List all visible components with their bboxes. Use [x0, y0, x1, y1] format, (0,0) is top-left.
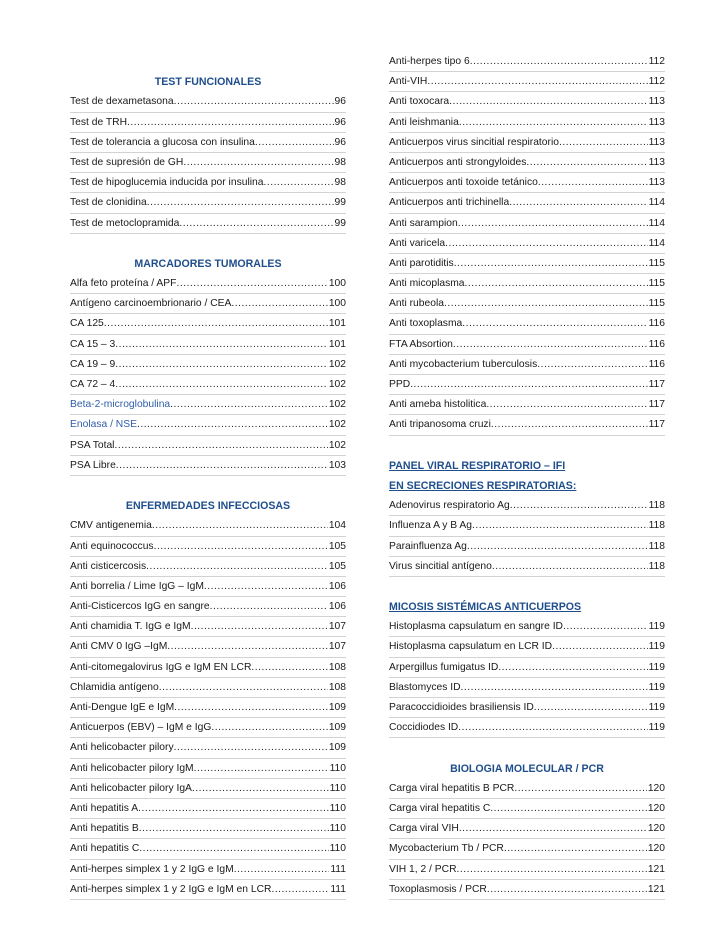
section-heading: EN SECRECIONES RESPIRATORIAS: [389, 479, 577, 492]
entry-title: Carga viral hepatitis B PCR [389, 782, 515, 794]
index-entry-ca-15-3[interactable] [70, 335, 346, 355]
index-entry-anti-dengue-ige-e-igm[interactable] [70, 698, 346, 718]
index-entry-ca-125[interactable] [70, 314, 346, 334]
entry-title: Mycobacterium Tb / PCR [389, 843, 504, 855]
entry-page-number: 109 [328, 702, 346, 713]
entry-page-number: 110 [329, 802, 346, 814]
entry-title: Coccidiodes ID [389, 722, 459, 734]
entry-title: CMV antigenemia [70, 520, 152, 532]
index-entry-ppd[interactable] [389, 375, 665, 395]
index-entry-anti-vih[interactable] [389, 72, 665, 92]
dot-leader [490, 799, 647, 818]
dot-leader [127, 113, 333, 132]
entry-page-number: 114 [648, 197, 665, 209]
entry-page-number: 112 [648, 56, 665, 67]
index-entry-toxoplasmosis-pcr[interactable] [389, 880, 665, 900]
entry-title: Anti hepatitis C [70, 843, 140, 855]
entry-title: PPD [389, 379, 411, 390]
index-entry-fta-absortion[interactable] [389, 335, 665, 355]
index-entry-test-de-supresion-de-gh[interactable] [70, 153, 346, 173]
dot-leader [472, 516, 648, 535]
entry-title: Anticuerpos virus sincitial respiratorio [389, 136, 559, 148]
entry-page-number: 99 [334, 197, 346, 209]
entry-page-number: 109 [328, 742, 346, 754]
index-entry-adenovirus-respiratorio-ag[interactable] [389, 496, 665, 516]
dot-leader [491, 415, 648, 434]
dot-leader [453, 335, 648, 354]
dot-leader [115, 335, 328, 354]
index-entry-anticuerpos-anti-toxoide-tetanico[interactable] [389, 173, 665, 193]
entry-title: Anti hepatitis A [70, 802, 139, 814]
index-entry-anti-helicobacter-pilory-iga[interactable] [70, 779, 346, 799]
dot-leader [454, 254, 648, 273]
index-entry-virus-sincitial-antigeno[interactable] [389, 557, 665, 577]
entry-page-number: 102 [328, 379, 346, 390]
entry-page-number: 106 [328, 601, 346, 613]
entry-title: CA 125 [70, 318, 104, 330]
entry-title: Paracoccidioides brasiliensis ID [389, 702, 534, 713]
index-entry-anti-herpes-simplex-1-y-2-igg-e-igm-en-lcr[interactable] [70, 880, 346, 900]
entry-page-number: 120 [647, 782, 665, 794]
index-entry-coccidiodes-id[interactable] [389, 718, 665, 738]
entry-title: Test de dexametasona [70, 96, 174, 108]
dot-leader [139, 839, 328, 858]
index-entry-anticuerpos-virus-sincitial-respiratorio[interactable] [389, 133, 665, 153]
index-entry-anticuerpos-ebv-igm-e-igg[interactable] [70, 718, 346, 738]
index-entry-test-de-metoclopramida[interactable] [70, 214, 346, 234]
entry-title: Parainfluenza Ag [389, 540, 467, 552]
entry-title: Anti helicobacter pilory IgM [70, 762, 194, 774]
entry-page-number: 118 [648, 500, 665, 512]
index-entry-test-de-hipoglucemia-inducida-por-insulina[interactable] [70, 173, 346, 193]
index-entry-anti-herpes-tipo-6[interactable] [389, 52, 665, 72]
dot-leader [174, 92, 334, 111]
entry-page-number: 114 [648, 237, 665, 249]
index-entry-anti-chamidia-t-igg-e-igm[interactable] [70, 617, 346, 637]
index-entry-anti-parotiditis[interactable] [389, 254, 665, 274]
entry-title: FTA Absortion [389, 338, 453, 350]
index-entry-chlamidia-antigeno[interactable] [70, 678, 346, 698]
entry-page-number: 120 [647, 802, 665, 814]
index-entry-arpergillus-fumigatus-id[interactable] [389, 658, 665, 678]
index-entry-anti-toxocara[interactable] [389, 92, 665, 112]
entry-page-number: 108 [328, 661, 346, 673]
entry-page-number: 98 [334, 156, 346, 168]
entry-page-number: 119 [648, 722, 665, 734]
entry-page-number: 110 [329, 843, 346, 855]
dot-leader [154, 537, 328, 556]
entry-title: Anticuerpos anti strongyloides [389, 156, 527, 168]
index-entry-carga-viral-hepatitis-b-pcr[interactable] [389, 779, 665, 799]
dot-leader [137, 415, 328, 434]
entry-title: Anti toxoplasma [389, 318, 463, 330]
entry-title: Anti equinococcus [70, 540, 154, 552]
dot-leader [147, 193, 334, 212]
index-entry-anti-mycobacterium-tuberculosis[interactable] [389, 355, 665, 375]
index-entry-parainfluenza-ag[interactable] [389, 537, 665, 557]
dot-leader [534, 698, 648, 717]
entry-page-number: 114 [648, 217, 665, 229]
entry-title: PSA Libre [70, 459, 116, 471]
entry-title: Test de clonidina [70, 197, 147, 209]
entry-title: CA 19 – 9 [70, 358, 116, 370]
entry-title: Anti parotiditis [389, 257, 454, 269]
entry-page-number: 99 [334, 217, 346, 229]
entry-page-number: 108 [328, 681, 346, 693]
index-entry-anti-equinococcus[interactable] [70, 537, 346, 557]
index-entry-alfa-feto-proteina-apf[interactable] [70, 274, 346, 294]
entry-title: Anti tripanosoma cruzi [389, 419, 491, 431]
entry-title: PSA Total [70, 439, 115, 451]
entry-page-number: 119 [648, 641, 665, 653]
entry-page-number: 113 [648, 96, 665, 108]
dot-leader [204, 577, 328, 596]
index-entry-mycobacterium-tb-pcr[interactable] [389, 839, 665, 859]
index-entry-anti-hepatitis-c[interactable] [70, 839, 346, 859]
entry-title: Anti leishmania [389, 116, 459, 128]
entry-title: CA 72 – 4 [70, 379, 116, 390]
entry-page-number: 115 [648, 278, 665, 290]
index-entry-beta-2-microglobulina[interactable] [70, 395, 346, 415]
entry-page-number: 110 [329, 762, 346, 774]
entry-page-number: 119 [648, 621, 665, 633]
entry-page-number: 102 [328, 419, 346, 431]
index-entry-test-de-trh[interactable] [70, 113, 346, 133]
entry-title: Anticuerpos (EBV) – IgM e IgG [70, 722, 212, 734]
right-index-column [389, 52, 665, 900]
dot-leader [410, 375, 647, 394]
entry-title: Adenovirus respiratorio Ag [389, 500, 510, 512]
entry-page-number: 119 [648, 681, 665, 693]
dot-leader [183, 153, 333, 172]
entry-page-number: 111 [330, 863, 346, 875]
dot-leader [210, 597, 328, 616]
entry-title: Anti-herpes tipo 6 [389, 56, 470, 67]
entry-title: Anti-Cisticercos IgG en sangre [70, 601, 210, 613]
dot-leader [234, 860, 330, 879]
entry-page-number: 112 [648, 76, 665, 88]
entry-page-number: 116 [648, 318, 665, 330]
entry-title: Anti cisticercosis [70, 560, 147, 572]
dot-leader [170, 395, 328, 414]
dot-leader [467, 537, 648, 556]
dot-leader [470, 52, 648, 71]
entry-title: Anti toxocara [389, 96, 450, 108]
entry-page-number: 117 [648, 379, 665, 390]
entry-page-number: 105 [328, 560, 346, 572]
entry-title: Beta-2-microglobulina [70, 399, 171, 411]
left-index-column [70, 52, 346, 900]
dot-leader [139, 819, 329, 838]
index-entry-anti-leishmania[interactable] [389, 113, 665, 133]
entry-title: Anticuerpos anti trichinella [389, 197, 510, 209]
entry-page-number: 101 [328, 318, 346, 330]
entry-title: Histoplasma capsulatum en LCR ID [389, 641, 553, 653]
dot-leader [563, 617, 648, 636]
index-entry-ca-72-4[interactable] [70, 375, 346, 395]
entry-page-number: 113 [648, 156, 665, 168]
spacer [70, 476, 346, 496]
index-entry-histoplasma-capsulatum-en-lcr-id[interactable] [389, 637, 665, 657]
dot-leader [459, 113, 648, 132]
index-entry-anti-varicela[interactable] [389, 234, 665, 254]
section-heading: ENFERMEDADES INFECCIOSAS [125, 500, 291, 513]
entry-page-number: 107 [328, 641, 346, 653]
entry-page-number: 96 [334, 116, 346, 128]
dot-leader [462, 314, 647, 333]
entry-page-number: 102 [328, 399, 346, 411]
entry-title: Test de tolerancia a glucosa con insulina [70, 136, 255, 148]
dot-leader [231, 294, 327, 313]
index-entry-anti-hepatitis-a[interactable] [70, 799, 346, 819]
entry-title: Anti-Dengue IgE e IgM [70, 702, 175, 713]
entry-title: Anti ameba histolitica [389, 399, 487, 411]
entry-page-number: 120 [647, 823, 665, 835]
dot-leader [152, 516, 328, 535]
dot-leader [498, 658, 647, 677]
spacer [389, 577, 665, 597]
dot-leader [537, 355, 647, 374]
dot-leader [509, 193, 647, 212]
entry-title: Carga viral hepatitis C [389, 802, 491, 814]
index-entry-paracoccidioides-brasiliensis-id[interactable] [389, 698, 665, 718]
index-entry-cmv-antigenemia[interactable] [70, 516, 346, 536]
entry-page-number: 110 [329, 782, 346, 794]
entry-page-number: 106 [328, 580, 346, 592]
index-entry-psa-libre[interactable] [70, 456, 346, 476]
dot-leader [159, 678, 328, 697]
entry-page-number: 119 [648, 702, 665, 713]
section-heading: BIOLOGIA MOLECULAR / PCR [450, 762, 604, 775]
index-entry-anti-micoplasma[interactable] [389, 274, 665, 294]
entry-title: Anti-citomegalovirus IgG e IgM EN LCR [70, 661, 252, 673]
spacer [389, 436, 665, 456]
index-entry-enolasa-nse[interactable] [70, 415, 346, 435]
dot-leader [487, 880, 647, 899]
index-entry-test-de-dexametasona[interactable] [70, 92, 346, 112]
dot-leader [271, 880, 329, 899]
index-entry-vih-1-2-pcr[interactable] [389, 860, 665, 880]
index-entry-anti-ameba-histolitica[interactable] [389, 395, 665, 415]
index-entry-anti-toxoplasma[interactable] [389, 314, 665, 334]
dot-leader [255, 133, 334, 152]
entry-page-number: 96 [334, 96, 346, 108]
dot-leader [459, 819, 647, 838]
entry-page-number: 111 [330, 883, 346, 895]
index-entry-anti-cmv-0-igg-igm[interactable] [70, 637, 346, 657]
entry-page-number: 113 [648, 177, 665, 189]
dot-leader [174, 698, 328, 717]
dot-leader [465, 274, 648, 293]
index-entry-anti-helicobacter-pilory[interactable] [70, 738, 346, 758]
entry-title: Virus sincitial antígeno [389, 560, 492, 572]
entry-title: Anti-herpes simplex 1 y 2 IgG e IgM en LCR [70, 883, 272, 895]
dot-leader [444, 294, 648, 313]
index-entry-anti-cisticercosis[interactable] [70, 557, 346, 577]
dot-leader [449, 92, 647, 111]
dot-leader [104, 314, 328, 333]
section-heading: MARCADORES TUMORALES [134, 257, 282, 270]
dot-leader [538, 173, 648, 192]
entry-page-number: 107 [328, 621, 346, 633]
spacer [70, 234, 346, 254]
dot-leader [445, 234, 647, 253]
section-heading: TEST FUNCIONALES [154, 76, 262, 89]
index-entry-anti-rubeola[interactable] [389, 294, 665, 314]
index-entry-influenza-a-y-b-ag[interactable] [389, 516, 665, 536]
entry-title: Test de hipoglucemia inducida por insulina [70, 177, 264, 189]
entry-page-number: 113 [648, 136, 665, 148]
entry-title: Anti-herpes simplex 1 y 2 IgG e IgM [70, 863, 234, 875]
entry-title: Anti rubeola [389, 298, 444, 310]
index-entry-ca-19-9[interactable] [70, 355, 346, 375]
index-entry-anti-citomegalovirus-igg-e-igm-en-lcr[interactable] [70, 658, 346, 678]
entry-page-number: 121 [647, 863, 665, 875]
dot-leader [211, 718, 327, 737]
index-entry-histoplasma-capsulatum-en-sangre-id[interactable] [389, 617, 665, 637]
dot-leader [194, 759, 329, 778]
entry-page-number: 96 [334, 136, 346, 148]
dot-leader [461, 678, 648, 697]
index-entry-test-de-tolerancia-a-glucosa-con-insulina[interactable] [70, 133, 346, 153]
dot-leader [263, 173, 333, 192]
dot-leader [114, 436, 327, 455]
entry-title: Anti borrelia / Lime IgG – IgM [70, 580, 204, 592]
entry-title: Anti mycobacterium tuberculosis [389, 358, 538, 370]
dot-leader [115, 375, 328, 394]
dot-leader [458, 214, 648, 233]
spacer [389, 738, 665, 758]
dot-leader [251, 658, 327, 677]
entry-title: Carga viral VIH [389, 823, 459, 835]
section-heading: MICOSIS SISTÉMICAS ANTICUERPOS [389, 601, 582, 614]
index-entry-carga-viral-hepatitis-c[interactable] [389, 799, 665, 819]
entry-page-number: 118 [648, 520, 665, 532]
dot-leader [526, 153, 647, 172]
index-entry-psa-total[interactable] [70, 436, 346, 456]
index-entry-anti-herpes-simplex-1-y-2-igg-e-igm[interactable] [70, 860, 346, 880]
entry-page-number: 115 [648, 298, 665, 310]
index-entry-anti-helicobacter-pilory-igm[interactable] [70, 759, 346, 779]
entry-title: Toxoplasmosis / PCR [389, 883, 487, 895]
entry-page-number: 110 [329, 823, 346, 835]
entry-title: Test de metoclopramida [70, 217, 180, 229]
index-entry-anti-tripanosoma-cruzi[interactable] [389, 415, 665, 435]
entry-page-number: 117 [648, 419, 665, 431]
dot-leader [176, 274, 327, 293]
entry-title: VIH 1, 2 / PCR [389, 863, 457, 875]
entry-title: Anti hepatitis B [70, 823, 139, 835]
section-heading: PANEL VIRAL RESPIRATORIO – IFI [389, 459, 566, 472]
entry-page-number: 116 [648, 358, 665, 370]
index-entry-anti-hepatitis-b[interactable] [70, 819, 346, 839]
entry-page-number: 100 [328, 278, 346, 290]
entry-page-number: 116 [648, 338, 665, 350]
dot-leader [191, 617, 328, 636]
entry-title: CA 15 – 3 [70, 338, 116, 350]
entry-title: Anti helicobacter pilory [70, 742, 174, 754]
entry-page-number: 100 [328, 298, 346, 310]
entry-title: Chlamidia antígeno [70, 681, 159, 693]
dot-leader [552, 637, 647, 656]
dot-leader [514, 779, 646, 798]
dot-leader [504, 839, 647, 858]
entry-page-number: 119 [648, 661, 665, 673]
entry-page-number: 115 [648, 257, 665, 269]
dot-leader [510, 496, 648, 515]
index-entry-test-de-clonidina[interactable] [70, 193, 346, 213]
entry-title: Anticuerpos anti toxoide tetánico [389, 177, 538, 189]
entry-title: Influenza A y B Ag [389, 520, 473, 532]
dot-leader [457, 860, 647, 879]
entry-title: Anti varicela [389, 237, 446, 249]
dot-leader [192, 779, 329, 798]
entry-page-number: 101 [328, 338, 346, 350]
entry-title: Test de supresión de GH [70, 156, 184, 168]
dot-leader [116, 456, 328, 475]
entry-title: Histoplasma capsulatum en sangre ID [389, 621, 563, 633]
entry-page-number: 121 [647, 883, 665, 895]
entry-title: Anti helicobacter pilory IgA [70, 782, 192, 794]
dot-leader [174, 738, 328, 757]
dot-leader [115, 355, 328, 374]
dot-leader [427, 72, 647, 91]
spacer [70, 52, 346, 72]
entry-page-number: 98 [334, 177, 346, 189]
index-entry-blastomyces-id[interactable] [389, 678, 665, 698]
dot-leader [486, 395, 647, 414]
entry-title: Enolasa / NSE [70, 419, 137, 431]
dot-leader [458, 718, 647, 737]
entry-title: Anti-VIH [389, 76, 428, 88]
index-entry-antigeno-carcinoembrionario-cea[interactable] [70, 294, 346, 314]
entry-title: Anti micoplasma [389, 278, 465, 290]
dot-leader [167, 637, 328, 656]
dot-leader [138, 799, 328, 818]
dot-leader [559, 133, 648, 152]
entry-title: Anti CMV 0 IgG –IgM [70, 641, 168, 653]
entry-page-number: 118 [648, 540, 665, 552]
entry-title: Test de TRH [70, 116, 128, 128]
index-entry-anti-borrelia-lime-igg-igm[interactable] [70, 577, 346, 597]
index-entry-carga-viral-vih[interactable] [389, 819, 665, 839]
entry-title: Anti sarampion [389, 217, 458, 229]
entry-page-number: 118 [648, 560, 665, 572]
index-entry-anticuerpos-anti-trichinella[interactable] [389, 193, 665, 213]
entry-page-number: 120 [647, 843, 665, 855]
entry-page-number: 102 [328, 358, 346, 370]
entry-page-number: 104 [328, 520, 346, 532]
entry-page-number: 103 [328, 459, 346, 471]
dot-leader [179, 214, 333, 233]
entry-title: Blastomyces ID [389, 681, 461, 693]
index-entry-anti-sarampion[interactable] [389, 214, 665, 234]
index-entry-anticuerpos-anti-strongyloides[interactable] [389, 153, 665, 173]
entry-page-number: 109 [328, 722, 346, 734]
entry-title: Alfa feto proteína / APF [70, 278, 177, 290]
dot-leader [492, 557, 648, 576]
entry-page-number: 102 [328, 439, 346, 451]
dot-leader [146, 557, 328, 576]
entry-title: Arpergillus fumigatus ID [389, 661, 499, 673]
entry-page-number: 117 [648, 399, 665, 411]
entry-page-number: 113 [648, 116, 665, 128]
entry-title: Anti chamidia T. IgG e IgM [70, 621, 191, 633]
entry-page-number: 105 [328, 540, 346, 552]
index-entry-anti-cisticercos-igg-en-sangre[interactable] [70, 597, 346, 617]
entry-title: Antígeno carcinoembrionario / CEA [70, 298, 232, 310]
